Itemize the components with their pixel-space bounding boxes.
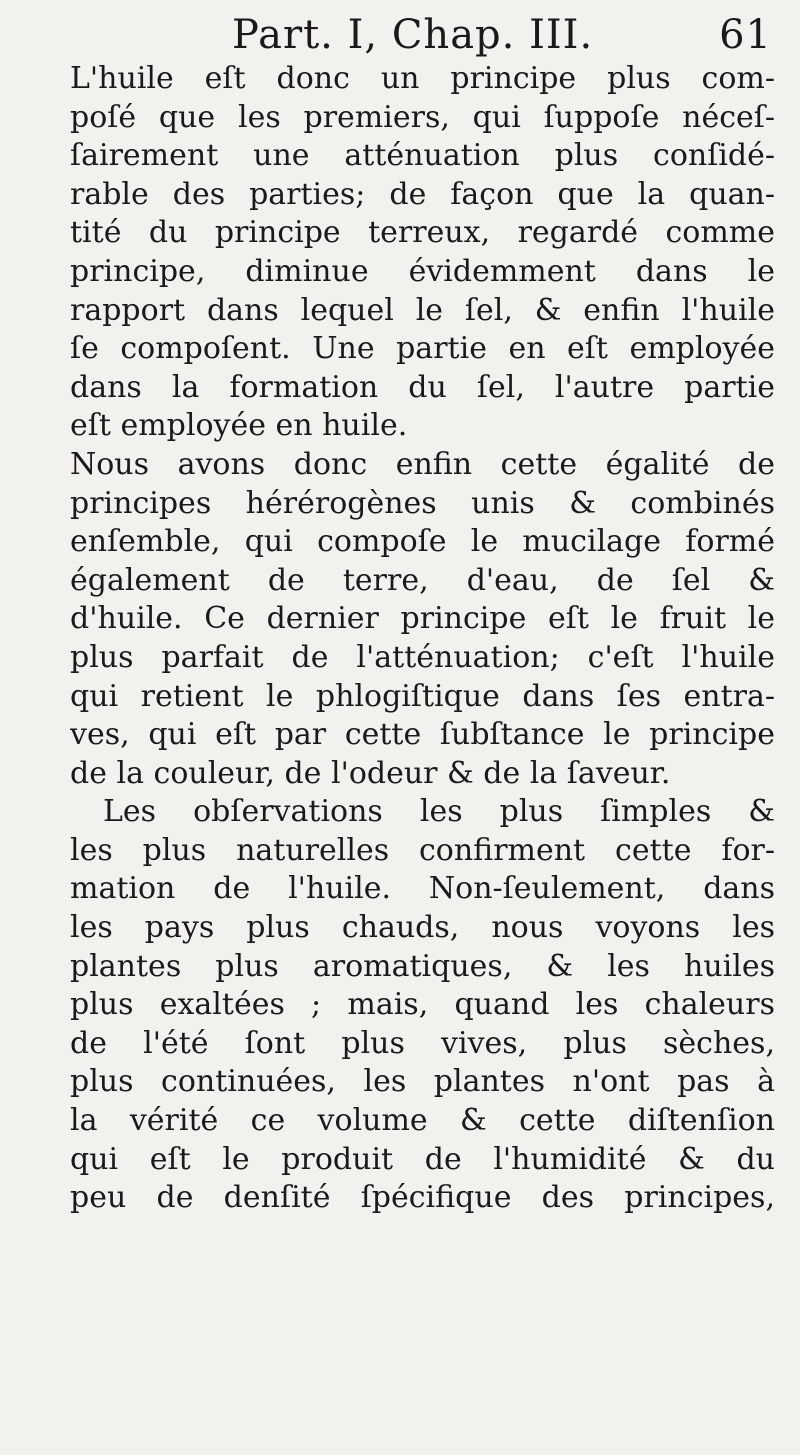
running-header xyxy=(232,10,772,60)
text-line: d'huile. Ce dernier principe eſt le fruit le xyxy=(70,601,775,637)
text-line: peu de denſité ſpécifique des principes, xyxy=(70,1180,775,1216)
text-line: plus exaltées ; mais, quand les chaleurs xyxy=(70,987,775,1023)
text-line: ves, qui eſt par cette ſubſtance le principe xyxy=(70,717,775,753)
text-line: ſe compoſent. Une partie en eſt employée xyxy=(70,331,775,367)
text-line: poſé que les premiers, qui ſuppoſe néceſ- xyxy=(70,99,775,135)
text-line: rable des parties; de façon que la quan- xyxy=(70,176,775,212)
text-line: également de terre, d'eau, de ſel & xyxy=(70,562,775,598)
text-line: dans la formation du ſel, l'autre partie xyxy=(70,369,775,405)
text-line: ſairement une atténuation plus conſidé- xyxy=(70,138,775,174)
running-title: Part. I, Chap. III. xyxy=(232,12,594,58)
text-line: qui retient le phlogiſtique dans ſes entra- xyxy=(70,678,775,714)
text-line: plus continuées, les plantes n'ont pas à xyxy=(70,1064,775,1100)
text-line: de l'été ſont plus vives, plus sèches, xyxy=(70,1025,775,1061)
text-line: tité du principe terreux, regardé comme xyxy=(70,215,775,251)
page-number: 61 xyxy=(719,12,772,58)
text-line: rapport dans lequel le ſel, & enfin l'huile xyxy=(70,292,775,328)
text-line: mation de l'huile. Non-ſeulement, dans xyxy=(70,871,775,907)
paragraph-start-line: Les obſervations les plus ſimples & xyxy=(103,794,775,830)
text-line: principes hérérogènes unis & combinés xyxy=(70,485,775,521)
body-text xyxy=(70,60,775,1218)
text-line: L'huile eſt donc un principe plus com- xyxy=(70,61,775,96)
text-line: principe, diminue évidemment dans le xyxy=(70,253,775,289)
text-line: la vérité ce volume & cette diſtenſion xyxy=(70,1103,775,1139)
text-line: qui eſt le produit de l'humidité & du xyxy=(70,1141,775,1177)
text-line: plantes plus aromatiques, & les huiles xyxy=(70,948,775,984)
text-line: plus parfait de l'atténuation; c'eſt l'huile xyxy=(70,639,775,675)
paragraph-end-line: de la couleur, de l'odeur & de la ſaveur. xyxy=(70,755,671,791)
paragraph-start-line: Nous avons donc enfin cette égalité de xyxy=(70,446,775,482)
text-line: enſemble, qui compoſe le mucilage formé xyxy=(70,524,775,560)
text-line: les pays plus chauds, nous voyons les xyxy=(70,910,775,946)
paragraph-end-line: eſt employée en huile. xyxy=(70,408,408,444)
text-line: les plus naturelles confirment cette for- xyxy=(70,832,775,868)
